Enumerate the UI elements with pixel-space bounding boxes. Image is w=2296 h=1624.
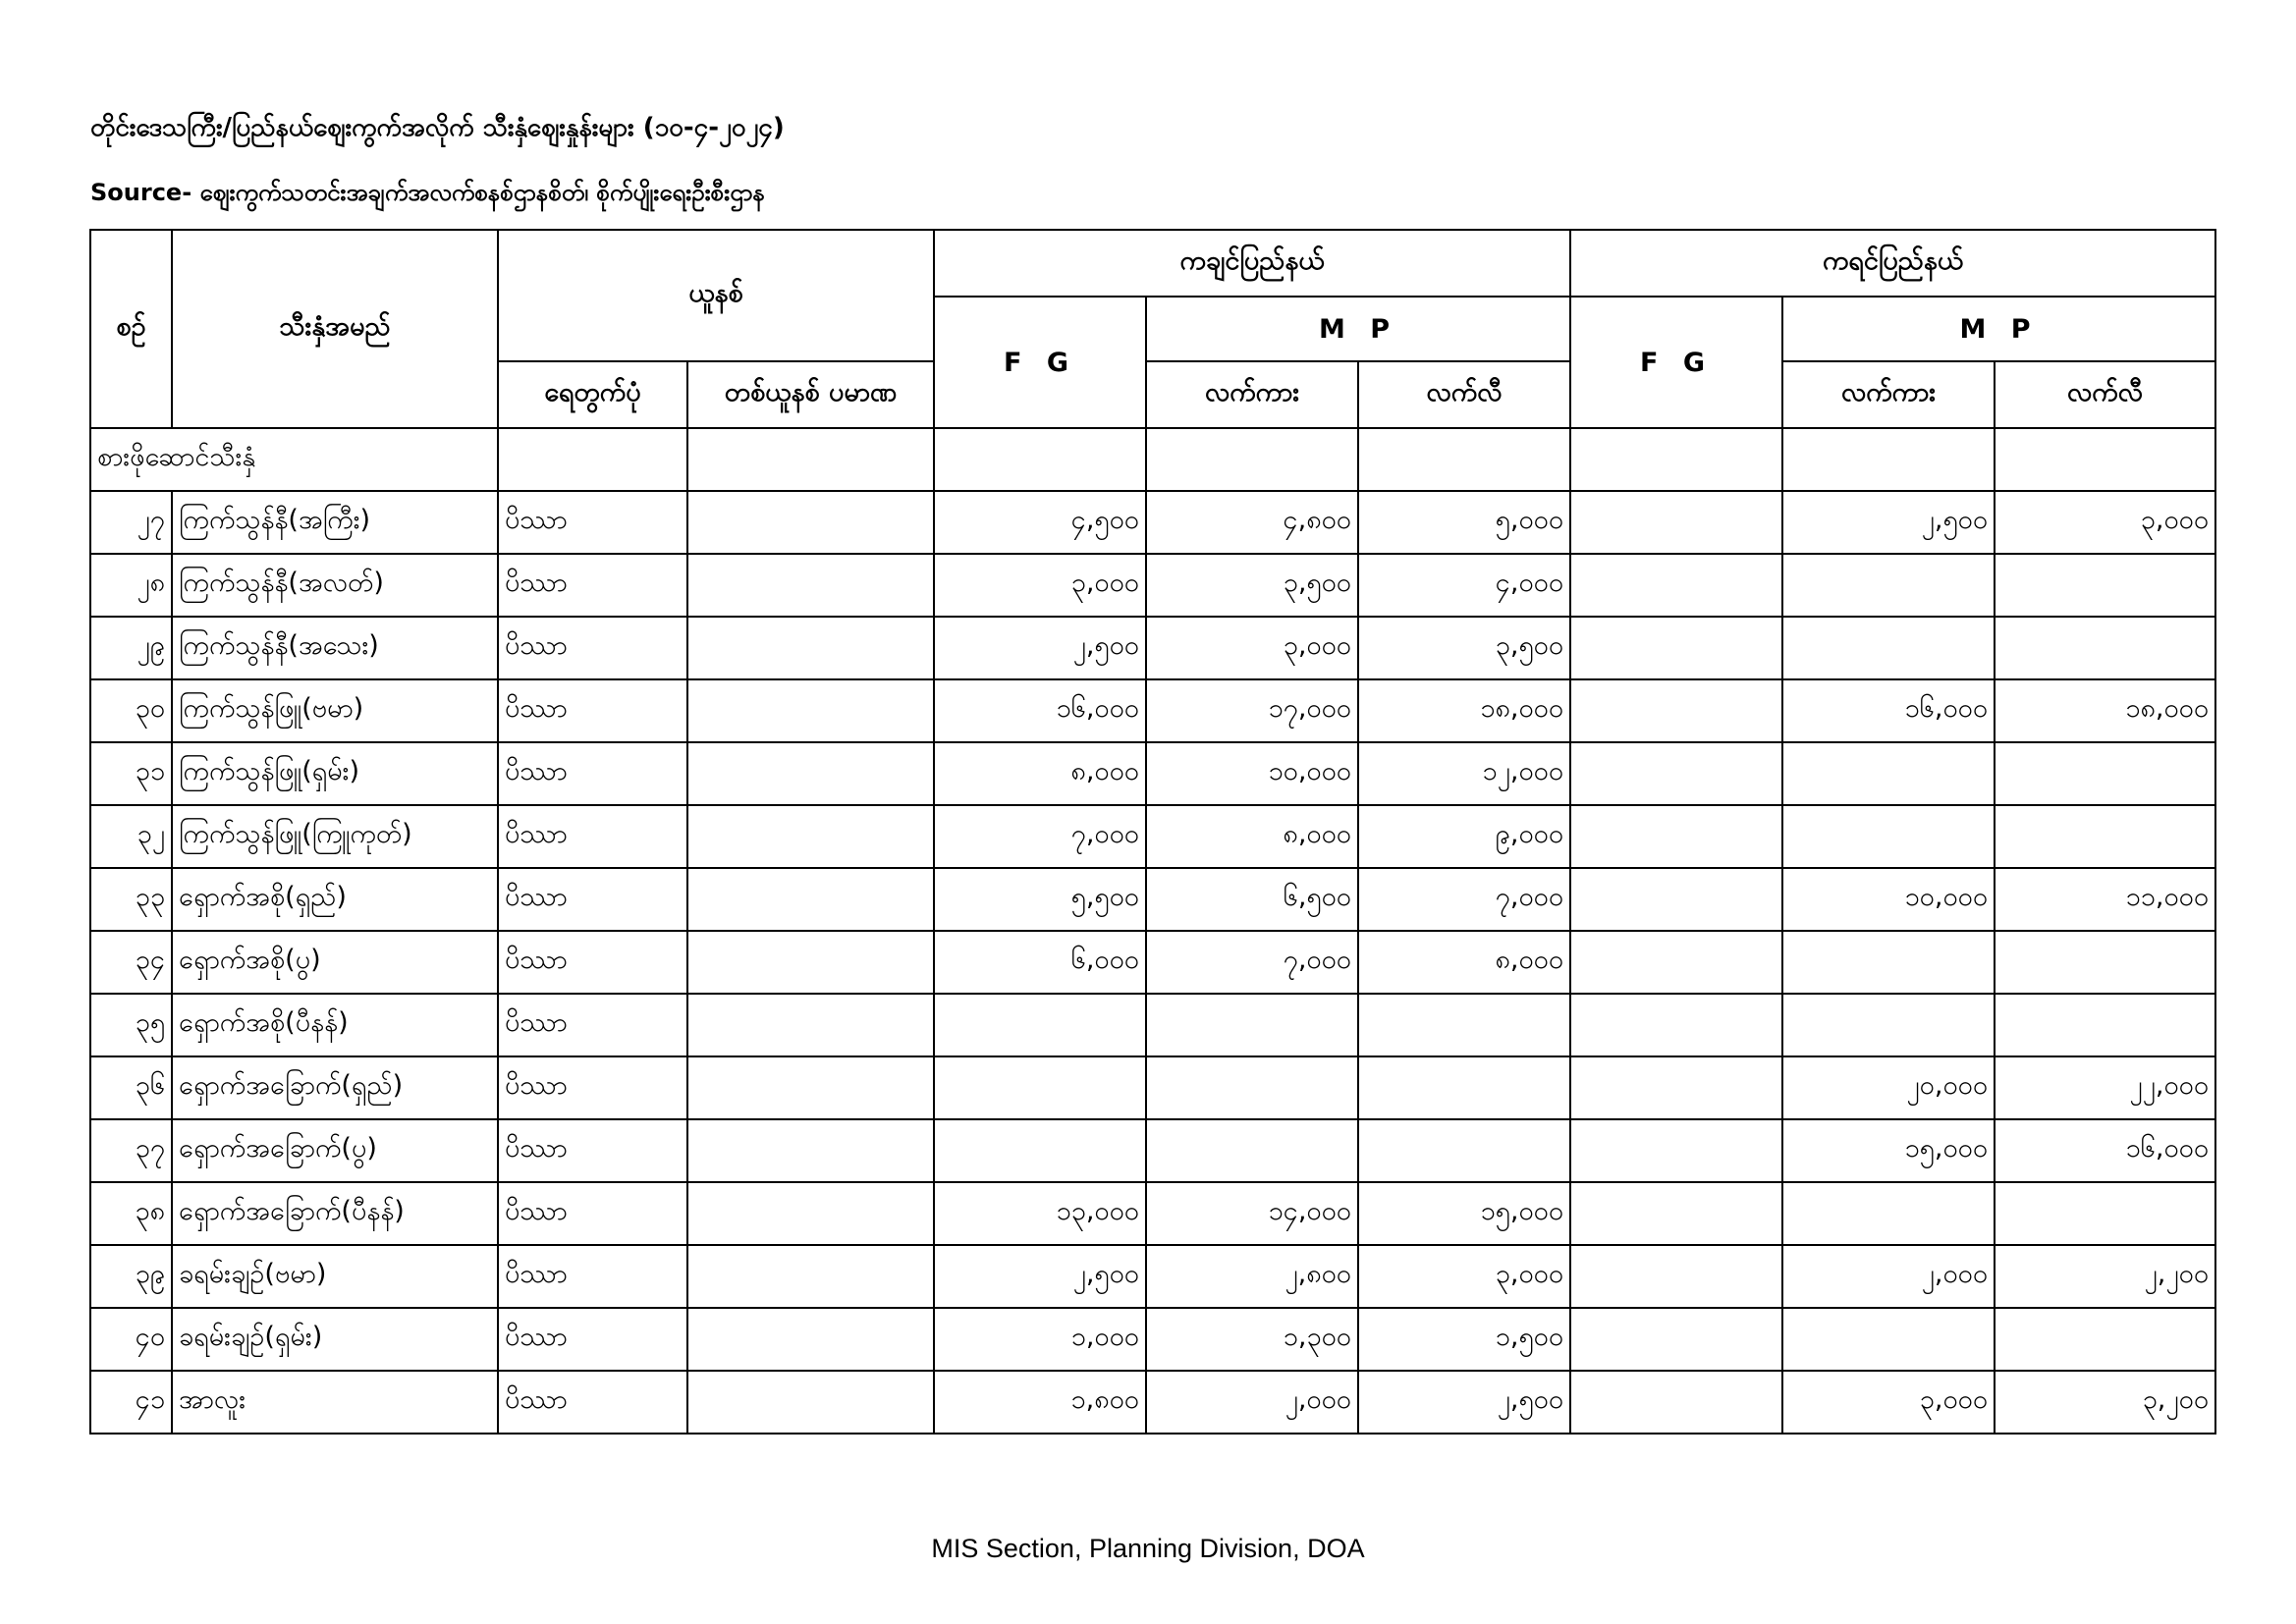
- crop-name: အာလူး: [172, 1371, 498, 1434]
- kachin-retail-price: ၃,၅၀၀: [1358, 617, 1570, 679]
- crop-name: ကြက်သွန်နီ(အသေး): [172, 617, 498, 679]
- crop-name: ရှောက်အခြောက်(ပီနန်): [172, 1182, 498, 1245]
- header-crop-name: သီးနှံအမည်: [172, 230, 498, 428]
- row-number: ၂၇: [90, 491, 172, 554]
- header-unit-local: ရေတွက်ပုံ: [498, 361, 687, 428]
- kachin-fg-price: ၁၆,၀၀၀: [934, 679, 1146, 742]
- unit-local: ပိဿာ: [498, 1182, 687, 1245]
- kayin-retail-price: [1995, 742, 2215, 805]
- empty-cell: [1782, 428, 1995, 491]
- row-number: ၄၀: [90, 1308, 172, 1371]
- kayin-retail-price: [1995, 554, 2215, 617]
- kayin-fg-price: [1570, 868, 1782, 931]
- kachin-wholesale-price: ၂,၀၀၀: [1146, 1371, 1358, 1434]
- unit-equiv: [687, 1308, 934, 1371]
- kayin-retail-price: [1995, 1182, 2215, 1245]
- kachin-retail-price: ၉,၀၀၀: [1358, 805, 1570, 868]
- table-row: [90, 994, 2215, 1056]
- empty-cell: [1570, 428, 1782, 491]
- kachin-fg-price: ၆,၀၀၀: [934, 931, 1146, 994]
- header-kachin-retail: လက်လီ: [1358, 361, 1570, 428]
- kachin-fg-price: [934, 1056, 1146, 1119]
- kayin-wholesale-price: ၂,၅၀၀: [1782, 491, 1995, 554]
- unit-local: ပိဿာ: [498, 491, 687, 554]
- table-row: [90, 742, 2215, 805]
- kayin-fg-price: [1570, 994, 1782, 1056]
- kachin-wholesale-price: [1146, 994, 1358, 1056]
- kayin-fg-price: [1570, 1308, 1782, 1371]
- unit-equiv: [687, 679, 934, 742]
- header-serial: စဉ်: [90, 230, 172, 428]
- kayin-wholesale-price: ၁၆,၀၀၀: [1782, 679, 1995, 742]
- kachin-wholesale-price: ၄,၈၀၀: [1146, 491, 1358, 554]
- unit-local: ပိဿာ: [498, 554, 687, 617]
- unit-local: ပိဿာ: [498, 742, 687, 805]
- page-title: တိုင်းဒေသကြီး/ပြည်နယ်ဈေးကွက်အလိုက် သီးနှံဈေးနှုန်းများ (၁၀-၄-၂၀၂၄): [90, 113, 785, 142]
- crop-name: ရှောက်အစို(ရှည်): [172, 868, 498, 931]
- kayin-wholesale-price: [1782, 805, 1995, 868]
- empty-cell: [1358, 428, 1570, 491]
- kachin-fg-price: ၁,၈၀၀: [934, 1371, 1146, 1434]
- crop-name: ရှောက်အစို(ပွ): [172, 931, 498, 994]
- kayin-fg-price: [1570, 1182, 1782, 1245]
- kachin-wholesale-price: ၆,၅၀၀: [1146, 868, 1358, 931]
- kachin-wholesale-price: [1146, 1056, 1358, 1119]
- unit-local: ပိဿာ: [498, 1371, 687, 1434]
- unit-equiv: [687, 1182, 934, 1245]
- kayin-wholesale-price: [1782, 742, 1995, 805]
- header-kayin-mp: M P: [1782, 297, 2215, 361]
- unit-equiv: [687, 931, 934, 994]
- kachin-wholesale-price: ၃,၀၀၀: [1146, 617, 1358, 679]
- kachin-retail-price: ၈,၀၀၀: [1358, 931, 1570, 994]
- kachin-wholesale-price: ၁,၃၀၀: [1146, 1308, 1358, 1371]
- kachin-fg-price: ၈,၀၀၀: [934, 742, 1146, 805]
- kayin-fg-price: [1570, 554, 1782, 617]
- kayin-retail-price: ၃,၂၀၀: [1995, 1371, 2215, 1434]
- kachin-retail-price: ၅,၀၀၀: [1358, 491, 1570, 554]
- kachin-retail-price: ၁၈,၀၀၀: [1358, 679, 1570, 742]
- table-row: [90, 1245, 2215, 1308]
- kayin-wholesale-price: [1782, 1308, 1995, 1371]
- empty-cell: [498, 428, 687, 491]
- header-kachin-mp: M P: [1146, 297, 1570, 361]
- unit-local: ပိဿာ: [498, 1119, 687, 1182]
- kayin-fg-price: [1570, 1245, 1782, 1308]
- kachin-wholesale-price: ၇,၀၀၀: [1146, 931, 1358, 994]
- kayin-retail-price: ၁၁,၀၀၀: [1995, 868, 2215, 931]
- row-number: ၃၀: [90, 679, 172, 742]
- kayin-retail-price: [1995, 1308, 2215, 1371]
- kachin-retail-price: ၃,၀၀၀: [1358, 1245, 1570, 1308]
- kayin-wholesale-price: ၂,၀၀၀: [1782, 1245, 1995, 1308]
- row-number: ၃၉: [90, 1245, 172, 1308]
- kachin-retail-price: ၁,၅၀၀: [1358, 1308, 1570, 1371]
- kayin-fg-price: [1570, 805, 1782, 868]
- kayin-wholesale-price: [1782, 554, 1995, 617]
- kayin-fg-price: [1570, 617, 1782, 679]
- kachin-wholesale-price: ၁၄,၀၀၀: [1146, 1182, 1358, 1245]
- kachin-fg-price: [934, 1119, 1146, 1182]
- header-kayin-retail: လက်လီ: [1995, 361, 2215, 428]
- row-number: ၂၈: [90, 554, 172, 617]
- empty-cell: [1995, 428, 2215, 491]
- kachin-fg-price: ၁,၀၀၀: [934, 1308, 1146, 1371]
- empty-cell: [687, 428, 934, 491]
- kachin-retail-price: ၁၅,၀၀၀: [1358, 1182, 1570, 1245]
- header-region-kayin: ကရင်ပြည်နယ်: [1570, 230, 2215, 297]
- table-row: [90, 868, 2215, 931]
- row-number: ၄၁: [90, 1371, 172, 1434]
- kayin-wholesale-price: ၂၀,၀၀၀: [1782, 1056, 1995, 1119]
- kayin-retail-price: [1995, 994, 2215, 1056]
- footer: MIS Section, Planning Division, DOA: [931, 1534, 1365, 1563]
- unit-equiv: [687, 868, 934, 931]
- table-row: [90, 679, 2215, 742]
- kachin-wholesale-price: ၁၀,၀၀၀: [1146, 742, 1358, 805]
- kachin-wholesale-price: ၃,၅၀၀: [1146, 554, 1358, 617]
- row-number: ၃၈: [90, 1182, 172, 1245]
- row-number: ၃၃: [90, 868, 172, 931]
- kachin-wholesale-price: ၈,၀၀၀: [1146, 805, 1358, 868]
- unit-local: ပိဿာ: [498, 679, 687, 742]
- unit-equiv: [687, 805, 934, 868]
- unit-local: ပိဿာ: [498, 617, 687, 679]
- kayin-fg-price: [1570, 1056, 1782, 1119]
- kayin-retail-price: [1995, 931, 2215, 994]
- header-unit-equiv: တစ်ယူနစ် ပမာဏ: [687, 361, 934, 428]
- unit-local: ပိဿာ: [498, 1056, 687, 1119]
- row-number: ၃၄: [90, 931, 172, 994]
- kayin-wholesale-price: [1782, 931, 1995, 994]
- table-row: [90, 805, 2215, 868]
- unit-equiv: [687, 1119, 934, 1182]
- kachin-fg-price: ၂,၅၀၀: [934, 1245, 1146, 1308]
- crop-name: ခရမ်းချဉ်(ဗမာ): [172, 1245, 498, 1308]
- table-row: [90, 931, 2215, 994]
- kayin-retail-price: ၂,၂၀၀: [1995, 1245, 2215, 1308]
- header-kayin-wholesale: လက်ကား: [1782, 361, 1995, 428]
- kachin-retail-price: [1358, 1056, 1570, 1119]
- unit-equiv: [687, 617, 934, 679]
- table-row: [90, 1371, 2215, 1434]
- unit-equiv: [687, 554, 934, 617]
- unit-local: ပိဿာ: [498, 868, 687, 931]
- unit-equiv: [687, 1371, 934, 1434]
- kachin-wholesale-price: [1146, 1119, 1358, 1182]
- crop-name: ကြက်သွန်နီ(အလတ်): [172, 554, 498, 617]
- crop-name: ခရမ်းချဉ်(ရှမ်း): [172, 1308, 498, 1371]
- empty-cell: [934, 428, 1146, 491]
- kayin-fg-price: [1570, 931, 1782, 994]
- kachin-fg-price: ၃,၀၀၀: [934, 554, 1146, 617]
- kayin-wholesale-price: ၃,၀၀၀: [1782, 1371, 1995, 1434]
- kayin-retail-price: [1995, 617, 2215, 679]
- table-row: [90, 1182, 2215, 1245]
- kachin-fg-price: ၇,၀၀၀: [934, 805, 1146, 868]
- table-row: [90, 491, 2215, 554]
- table-row: [90, 554, 2215, 617]
- kachin-wholesale-price: ၁၇,၀၀၀: [1146, 679, 1358, 742]
- section-row: [90, 428, 2215, 491]
- table-row: [90, 617, 2215, 679]
- kayin-fg-price: [1570, 1119, 1782, 1182]
- crop-name: ရှောက်အစို(ပီနန်): [172, 994, 498, 1056]
- kayin-fg-price: [1570, 1371, 1782, 1434]
- header-kachin-fg: F G: [934, 297, 1146, 428]
- table-body: [90, 428, 2215, 1434]
- table-row: [90, 1056, 2215, 1119]
- section-label: စားဖိုဆောင်သီးနှံ: [90, 428, 498, 491]
- kayin-fg-price: [1570, 679, 1782, 742]
- kayin-fg-price: [1570, 742, 1782, 805]
- table-row: [90, 1308, 2215, 1371]
- crop-name: ကြက်သွန်ဖြူ(ရှမ်း): [172, 742, 498, 805]
- unit-local: ပိဿာ: [498, 805, 687, 868]
- kachin-fg-price: ၄,၅၀၀: [934, 491, 1146, 554]
- kachin-retail-price: [1358, 1119, 1570, 1182]
- kachin-retail-price: ၁၂,၀၀၀: [1358, 742, 1570, 805]
- empty-cell: [1146, 428, 1358, 491]
- kayin-retail-price: ၁၆,၀၀၀: [1995, 1119, 2215, 1182]
- kachin-fg-price: [934, 994, 1146, 1056]
- unit-equiv: [687, 742, 934, 805]
- unit-equiv: [687, 1056, 934, 1119]
- header-unit-group: ယူနစ်: [498, 230, 934, 361]
- header-kachin-wholesale: လက်ကား: [1146, 361, 1358, 428]
- row-number: ၃၂: [90, 805, 172, 868]
- source-line: Source- ဈေးကွက်သတင်းအချက်အလက်စနစ်ဌာနစိတ်၊ စိုက်ပျိုးရေးဦးစီးဌာန: [90, 179, 765, 206]
- unit-equiv: [687, 491, 934, 554]
- kayin-wholesale-price: [1782, 1182, 1995, 1245]
- kachin-retail-price: ၄,၀၀၀: [1358, 554, 1570, 617]
- kayin-fg-price: [1570, 491, 1782, 554]
- kachin-fg-price: ၁၃,၀၀၀: [934, 1182, 1146, 1245]
- table-header: [90, 230, 2215, 428]
- unit-local: ပိဿာ: [498, 994, 687, 1056]
- unit-local: ပိဿာ: [498, 1308, 687, 1371]
- unit-local: ပိဿာ: [498, 1245, 687, 1308]
- crop-name: ကြက်သွန်ဖြူ(ကြူကုတ်): [172, 805, 498, 868]
- crop-name: ကြက်သွန်ဖြူ(ဗမာ): [172, 679, 498, 742]
- kayin-wholesale-price: [1782, 617, 1995, 679]
- kachin-wholesale-price: ၂,၈၀၀: [1146, 1245, 1358, 1308]
- crop-name: ကြက်သွန်နီ(အကြီး): [172, 491, 498, 554]
- kayin-wholesale-price: [1782, 994, 1995, 1056]
- header-kayin-fg: F G: [1570, 297, 1782, 428]
- row-number: ၃၅: [90, 994, 172, 1056]
- price-table: [89, 229, 2216, 1435]
- header-region-kachin: ကချင်ပြည်နယ်: [934, 230, 1570, 297]
- unit-equiv: [687, 1245, 934, 1308]
- kayin-retail-price: ၂၂,၀၀၀: [1995, 1056, 2215, 1119]
- unit-equiv: [687, 994, 934, 1056]
- crop-name: ရှောက်အခြောက်(ပွ): [172, 1119, 498, 1182]
- kayin-retail-price: ၃,၀၀၀: [1995, 491, 2215, 554]
- kachin-retail-price: [1358, 994, 1570, 1056]
- kachin-fg-price: ၂,၅၀၀: [934, 617, 1146, 679]
- kayin-wholesale-price: ၁၀,၀၀၀: [1782, 868, 1995, 931]
- unit-local: ပိဿာ: [498, 931, 687, 994]
- kayin-retail-price: [1995, 805, 2215, 868]
- kayin-wholesale-price: ၁၅,၀၀၀: [1782, 1119, 1995, 1182]
- crop-name: ရှောက်အခြောက်(ရှည်): [172, 1056, 498, 1119]
- row-number: ၃၁: [90, 742, 172, 805]
- kayin-retail-price: ၁၈,၀၀၀: [1995, 679, 2215, 742]
- row-number: ၂၉: [90, 617, 172, 679]
- kachin-retail-price: ၇,၀၀၀: [1358, 868, 1570, 931]
- row-number: ၃၆: [90, 1056, 172, 1119]
- kachin-retail-price: ၂,၅၀၀: [1358, 1371, 1570, 1434]
- kachin-fg-price: ၅,၅၀၀: [934, 868, 1146, 931]
- table-row: [90, 1119, 2215, 1182]
- row-number: ၃၇: [90, 1119, 172, 1182]
